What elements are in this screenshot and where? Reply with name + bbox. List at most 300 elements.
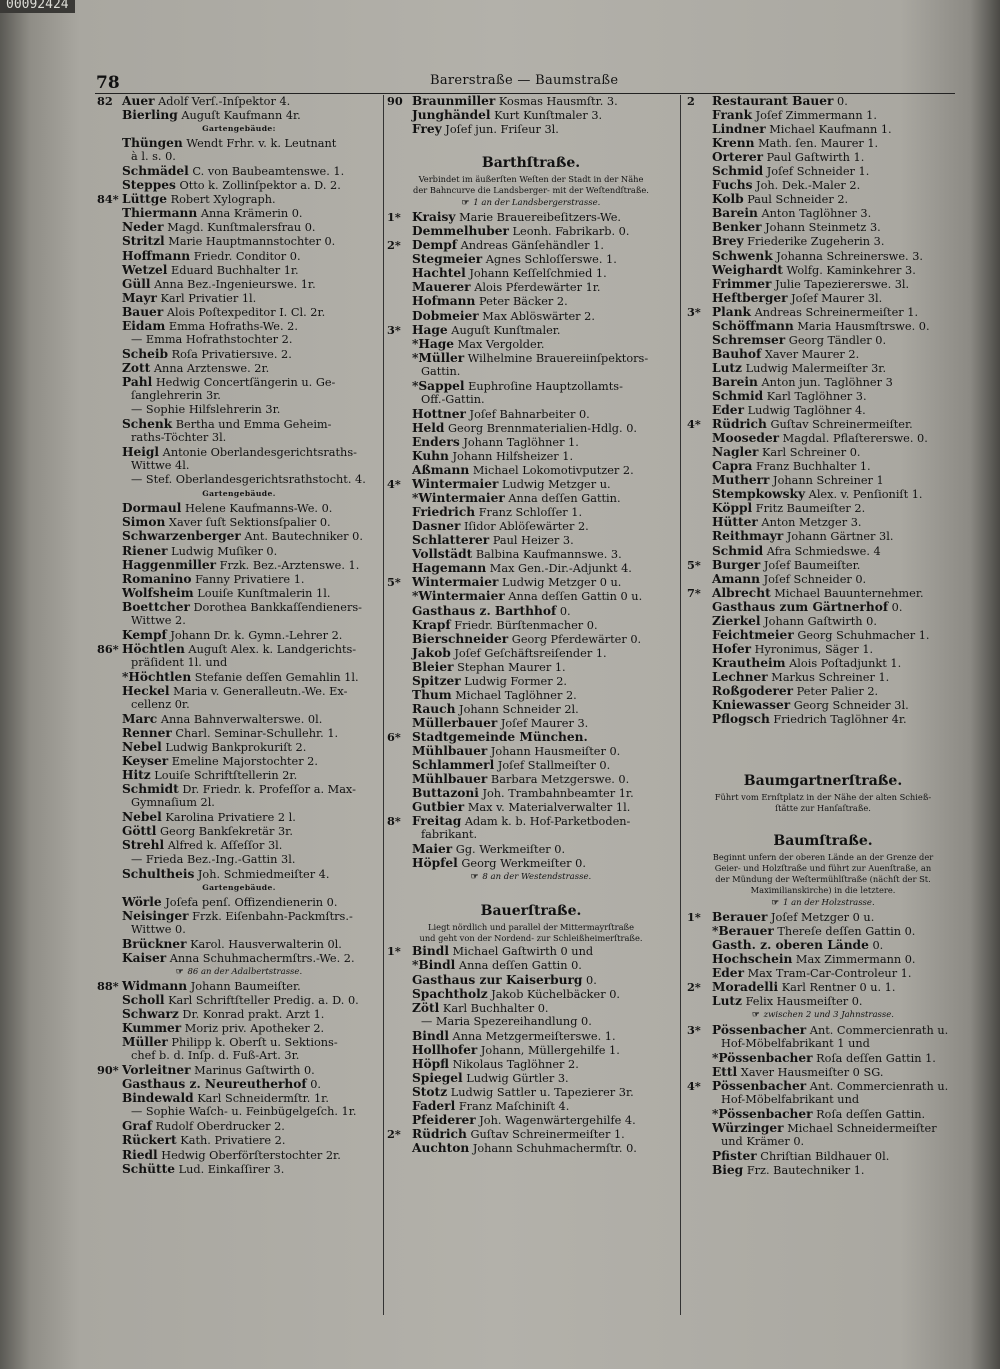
resident-details: Karl Rentner 0 u. 1. [781,981,896,995]
resident-details: Ludwig Malermeiſter 3r. [745,361,887,375]
resident-details: Maria Hausmſtrswe. 0. [797,319,930,333]
resident-surname: *Hage [412,336,455,351]
resident-surname: Dobmeier [412,308,479,323]
resident-surname: Schütte [122,1161,175,1176]
resident-surname: Krenn [712,136,755,151]
resident-surname: Gasthaus z. Barthhof [412,603,557,618]
directory-entry [387,547,675,561]
resident-surname: Vollstädt [412,547,473,562]
resident-details: Frzk. Eiſenbahn-Packmſtrs.- [192,909,353,923]
resident-details: Paul Gaſtwirth 1. [766,151,865,165]
resident-surname: Zierkel [712,613,761,628]
directory-entry [687,656,959,670]
directory-entry [687,192,959,206]
resident-surname: Bindl [412,1028,449,1043]
resident-surname: Dormaul [122,501,182,516]
resident-details: Joſef Geſchäftsreiſender 1. [454,646,607,660]
resident-surname: Schmid [712,164,764,179]
resident-surname: Kolb [712,192,744,207]
resident-details: Max Gen.-Dir.-Adjunkt 4. [489,562,632,576]
entry-continuation: — Sophie Hilfslehrerin 3r. [131,403,281,417]
resident-details: Johann Schneider 2l. [459,702,579,716]
resident-surname: Nebel [122,740,162,755]
resident-surname: Weighardt [712,262,783,277]
resident-surname: Widmann [122,978,188,993]
resident-surname: *Wintermaier [412,589,505,604]
resident-surname: Würzinger [712,1120,784,1135]
directory-entry [387,477,675,491]
house-number: 86* [97,641,119,656]
directory-entry [687,375,959,389]
directory-entry [387,323,675,337]
resident-surname: *Pössenbacher [712,1050,813,1065]
street-description: der Bahncurve die Landsberger- mit der Weſtendſtraße. [413,185,649,196]
resident-surname: Frimmer [712,276,772,291]
resident-details: Anna Bez.-Ingenieurswe. 1r. [154,277,316,291]
resident-details: Louiſe Kunſtmalerin 1l. [197,586,331,600]
entry-continuation: — Stef. Oberlandesgerichtsrathstocht. 4. [131,473,366,487]
directory-entry [687,670,959,684]
resident-details: Ludwig Former 2. [464,674,567,688]
resident-details: Gg. Werkmeiſter 0. [455,843,566,857]
directory-entry [387,688,675,702]
resident-surname: Kaiser [122,950,167,965]
resident-details: Julie Tapeziererswe. 3l. [775,277,910,291]
house-note-text: 1 an der Holzstrasse. [782,898,875,909]
resident-details: Paul Schneider 2. [747,193,849,207]
resident-details: Stefanie deſſen Gemahlin 1l. [194,670,359,684]
resident-surname: Bauhof [712,346,762,361]
scan-id: 00092424 [0,0,75,13]
resident-surname: Bleier [412,659,454,674]
resident-surname: Rauch [412,701,456,716]
resident-surname: Faderl [412,1098,456,1113]
directory-entry [387,1085,675,1099]
directory-entry [687,389,959,403]
resident-surname: Pfeiderer [412,1113,476,1127]
directory-entry [687,515,959,529]
directory-entry [687,572,959,586]
directory-entry [387,660,675,674]
resident-details: Agnes Schloſſerswe. 1. [485,253,617,267]
resident-surname: Freitag [412,814,462,829]
directory-entry [687,178,959,192]
resident-details: Alois Pferdewärter 1r. [474,281,601,295]
directory-entry [387,407,675,421]
resident-surname: Höpfel [412,856,458,871]
resident-surname: Marc [122,712,158,727]
directory-entry [687,220,959,234]
entry-continuation: Hof-Möbelfabrikant 1 und [721,1036,870,1050]
directory-entry [687,487,959,501]
house-number: 7* [687,585,701,600]
street-description: Beginnt unfern der oberen Lände an der Grenze der [712,852,934,863]
resident-surname: Bierling [122,108,178,123]
resident-details: Karol. Hausverwalterin 0l. [190,937,342,951]
directory-entry [687,1051,959,1065]
directory-entry [687,136,959,150]
directory-entry [687,347,959,361]
resident-surname: Eder [712,403,744,418]
resident-surname: Hachtel [412,266,466,281]
resident-surname: Hofmann [412,294,476,309]
directory-entry [97,501,381,515]
resident-surname: Pfister [712,1148,757,1163]
directory-entry [97,529,381,543]
resident-surname: Köppl [712,501,753,516]
resident-details: Johann Schreiner 1 [773,474,884,488]
resident-surname: Brückner [122,936,187,951]
resident-details: Karl Buchhalter 0. [442,1001,549,1015]
resident-surname: Scholl [122,993,165,1007]
resident-surname: Gasth. z. oberen Lände [712,938,869,953]
resident-details: Max v. Materialverwalter 1l. [467,801,631,815]
resident-details: Michael Taglöhner 2. [455,688,577,702]
resident-details: Karl Privatier 1l. [160,291,257,305]
directory-entry [97,895,381,909]
resident-surname: Lechner [712,669,768,684]
resident-details: Iſidor Ablöſewärter 2. [463,520,589,534]
resident-details: Kosmas Hausmſtr. 3. [498,95,618,108]
resident-surname: Bauer [122,304,164,319]
pointing-hand-icon: ☞ [751,1010,760,1021]
directory-entry [387,632,675,646]
house-number: 88* [97,978,119,993]
directory-entry [687,600,959,614]
directory-entry [687,712,959,726]
resident-surname: Bieg [712,1163,744,1177]
resident-details: Thereſe deſſen Gattin 0. [777,925,916,939]
directory-entry [97,712,381,726]
resident-surname: Hagemann [412,561,487,576]
directory-entry [97,754,381,768]
resident-surname: Lutz [712,360,742,375]
resident-details: Louiſe Schriftſtellerin 2r. [154,769,298,783]
resident-details: Joſef Metzger 0 u. [771,911,875,925]
resident-details: Xaver Hausmeiſter 0 SG. [740,1065,884,1079]
spacer [387,136,675,150]
pointing-hand-icon: ☞ [175,966,184,977]
resident-surname: Nebel [122,810,162,825]
resident-surname: *Pössenbacher [712,1106,813,1121]
directory-entry [687,1121,959,1135]
directory-entry [687,529,959,543]
resident-surname: Stritzl [122,234,165,249]
directory-entry [387,533,675,547]
directory-entry [97,94,381,108]
resident-details: Karl Schriftſteller Predig. a. D. 0. [168,994,359,1007]
directory-entry [97,1021,381,1035]
directory-entry [387,1001,675,1015]
resident-details: Max Zimmermann 0. [795,953,916,967]
directory-entry [387,944,675,958]
resident-surname: Schlatterer [412,533,490,548]
street-heading: Baumſtraße. [773,833,873,850]
resident-details: Karolina Privatiere 2 l. [165,811,296,825]
directory-entry [97,586,381,600]
street-description: ſtätte zur Hanſaſtraße. [775,803,871,814]
pointing-hand-icon: ☞ [470,872,479,883]
directory-entry [387,421,675,435]
directory-entry [97,600,381,614]
directory-entry [387,379,675,393]
resident-details: Hedwig Oberförſterstochter 2r. [161,1148,341,1162]
resident-surname: Haggenmiller [122,557,217,572]
resident-details: Anton jun. Taglöhner 3 [761,375,893,389]
resident-surname: Riedl [122,1147,158,1162]
resident-details: Leonh. Fabrikarb. 0. [512,225,630,239]
resident-details: Chriſtian Bildhauer 0l. [760,1149,890,1163]
resident-details: Johann, Müllergehilfe 1. [480,1043,620,1057]
resident-details: 0. [872,939,884,953]
directory-entry [387,646,675,660]
resident-details: Xaver ſuſt Sektionsſpalier 0. [168,516,331,530]
resident-details: Anna Krämerin 0. [200,207,303,221]
resident-surname: Spitzer [412,673,461,688]
directory-entry [97,951,381,965]
directory-entry [387,772,675,786]
directory-entry [687,122,959,136]
resident-details: Nikolaus Taglöhner 2. [452,1057,579,1071]
resident-details: Ant. Commercienrath u. [809,1079,949,1093]
resident-surname: Plank [712,304,751,319]
resident-details: Philipp k. Oberſt u. Sektions- [171,1036,338,1050]
house-number: 90* [97,1063,119,1078]
resident-surname: Demmelhuber [412,224,509,239]
resident-surname: Stempkowsky [712,487,806,502]
directory-entry [387,1113,675,1127]
resident-details: Marie Hauptmannstochter 0. [168,235,336,249]
resident-details: C. von Baubeamtenswe. 1. [192,165,345,179]
resident-surname: Mühlbauer [412,772,488,787]
directory-entry [687,1079,959,1093]
house-note [687,896,959,910]
directory-entry [97,1091,381,1105]
directory-entry [687,263,959,277]
resident-details: Ludwig Taglöhner 4. [747,404,866,418]
directory-entry [687,980,959,994]
directory-entry [687,108,959,122]
resident-details: 0. [891,600,903,614]
directory-entry [97,1077,381,1091]
house-number: 3* [687,304,701,319]
resident-surname: Kempf [122,627,167,642]
resident-details: Joſef Maurer 3. [500,716,589,730]
resident-details: Auguſt Kunſtmaler. [451,323,561,337]
directory-entry [97,291,381,305]
resident-surname: Heigl [122,445,160,460]
resident-details: Roſa deſſen Gattin. [816,1107,926,1121]
directory-entry [387,1057,675,1071]
directory-entry [687,642,959,656]
house-number: 1* [687,910,701,925]
directory-entry [687,558,959,572]
directory-entry [97,164,381,178]
resident-surname: Riener [122,543,168,558]
resident-surname: Stotz [412,1084,448,1099]
directory-entry [387,758,675,772]
resident-surname: Auer [122,94,155,108]
resident-details: Georg Brennmaterialien-Hdlg. 0. [448,421,638,435]
resident-details: Johann Steinmetz 3. [765,221,881,235]
resident-details: 0. [310,1078,321,1092]
resident-details: Karl Schreiner 0. [761,446,861,460]
resident-details: Marinus Gaſtwirth 0. [194,1064,315,1078]
resident-surname: Kniewasser [712,698,791,713]
resident-details: Joſef jun. Friſeur 3l. [445,123,559,137]
resident-surname: Lindner [712,122,766,137]
street-description: Maximilianskirche) in die letztere. [750,885,896,896]
entry-continuation: Gattin. [421,364,461,378]
resident-details: Friedr. Conditor 0. [193,249,301,263]
directory-entry [387,309,675,323]
resident-details: Anton Metzger 3. [761,516,862,530]
resident-details: Fritz Baumeiſter 2. [755,502,866,516]
resident-surname: Schremser [712,332,786,347]
directory-entry [387,122,675,136]
resident-surname: Mayr [122,290,157,305]
resident-surname: Kuhn [412,448,449,463]
resident-surname: Orterer [712,150,764,165]
resident-surname: Enders [412,434,460,449]
resident-details: Moriz priv. Apotheker 2. [184,1022,325,1036]
directory-entry [97,1119,381,1133]
resident-details: Anna deſſen Gattin. [508,492,621,506]
resident-surname: Spachtholz [412,986,488,1001]
resident-details: Adam k. b. Hof-Parketboden- [464,815,631,829]
directory-entry [687,94,959,108]
resident-details: Emeline Majorstochter 2. [171,755,318,769]
house-number: 4* [687,1078,701,1093]
resident-details: Alfred k. Aſſeſſor 3l. [167,839,283,853]
directory-entry [387,575,675,589]
directory-entry [387,294,675,308]
resident-details: Auguſt Alex. k. Landgerichts- [188,642,357,656]
resident-details: Markus Schreiner 1. [771,670,890,684]
directory-entry [387,491,675,505]
resident-details: Joſef Baumeiſter. [763,558,861,572]
resident-surname: Müllerbauer [412,715,498,730]
resident-details: Franz Buchhalter 1. [756,460,871,474]
house-note-text: 1 an der Landsbergerstrasse. [473,198,601,209]
directory-entry [97,572,381,586]
resident-surname: Strehl [122,838,165,853]
resident-surname: Heckel [122,683,170,698]
resident-details: Max Tram-Car-Controleur 1. [747,967,912,981]
house-number: 3* [687,1022,701,1037]
directory-entry [687,910,959,924]
spacer [687,754,959,768]
directory-entry [387,800,675,814]
directory-entry [687,361,959,375]
directory-entry [687,319,959,333]
resident-details: Magdal. Pflaſtererswe. 0. [782,432,928,446]
directory-entry [387,108,675,122]
resident-surname: Gutbier [412,800,465,815]
spacer [687,814,959,828]
entry-continuation: cellenz 0r. [131,698,190,712]
directory-entry [687,1065,959,1079]
directory-entry [387,561,675,575]
resident-details: Frzk. Bez.-Arztenswe. 1. [219,558,360,572]
resident-details: Joh. Dek.-Maler 2. [756,179,861,193]
directory-entry [97,838,381,852]
resident-details: Robert Xylograph. [170,193,276,207]
directory-entry [97,768,381,782]
directory-entry [97,726,381,740]
directory-entry [387,449,675,463]
directory-entry [97,206,381,220]
street-heading: Baumgartnerſtraße. [743,773,903,790]
resident-details: Joh. Trambahnbeamter 1r. [482,787,634,801]
house-number: 1* [387,210,401,225]
spacer [687,726,959,740]
page-number: 78 [96,73,120,93]
resident-details: Johann Schuhmachermſtr. 0. [472,1142,637,1156]
resident-surname: Albrecht [712,585,771,600]
directory-entry [687,150,959,164]
directory-entry [687,628,959,642]
entry-continuation: fabrikant. [421,828,478,842]
resident-surname: Schmid [712,543,764,558]
directory-entry [97,824,381,838]
resident-details: Johann Taglöhner 1. [463,435,579,449]
entry-continuation: — Sophie Waſch- u. Feinbügelgeſch. 1r. [131,1105,357,1119]
house-number: 2* [387,1127,401,1142]
resident-surname: Berauer [712,910,768,925]
resident-details: Alex. v. Penſioniſt 1. [808,488,923,502]
resident-details: Johann Hilfsheizer 1. [452,449,574,463]
column-divider [383,95,384,1315]
resident-details: Wendt Frhr. v. k. Leutnant [186,137,337,151]
resident-surname: Capra [712,459,753,474]
resident-surname: Schwarzenberger [122,529,241,544]
resident-details: Alois Poſtexpeditor I. Cl. 2r. [166,305,326,319]
directory-entry [687,277,959,291]
directory-entry [97,558,381,572]
entry-continuation: — Maria Spezereihandlung 0. [421,1014,592,1028]
resident-details: Lud. Einkaſſirer 3. [178,1162,285,1176]
directory-entry [97,1162,381,1176]
house-number: 4* [387,477,401,492]
resident-details: Stephan Maurer 1. [457,660,566,674]
directory-entry [687,614,959,628]
directory-entry [387,505,675,519]
directory-entry [97,178,381,192]
directory-entry [387,280,675,294]
resident-details: Ludwig Gürtler 3. [466,1071,569,1085]
house-number: 8* [387,814,401,829]
resident-surname: Frank [712,108,753,123]
resident-details: Johann Keſſelſchmied 1. [469,267,607,281]
resident-details: Balbina Kaufmannswe. 3. [475,548,622,562]
resident-details: Ant. Commercienrath u. [809,1023,949,1037]
resident-details: Wolfg. Kaminkehrer 3. [786,263,916,277]
entry-continuation: Off.-Gattin. [421,392,485,406]
directory-entry [97,867,381,881]
resident-surname: Rüdrich [712,417,767,432]
directory-entry [687,684,959,698]
resident-surname: Lüttge [122,192,167,207]
resident-details: Kurt Kunſtmaler 3. [494,109,603,123]
resident-details: Andreas Gänſehändler 1. [460,239,604,253]
resident-details: Charl. Seminar-Schullehr. 1. [175,727,339,741]
resident-surname: Roßgoderer [712,683,794,698]
resident-surname: Heftberger [712,290,788,305]
directory-entry [687,938,959,952]
resident-details: Auguſt Kaufmann 4r. [181,109,301,123]
resident-surname: Romanino [122,571,192,586]
